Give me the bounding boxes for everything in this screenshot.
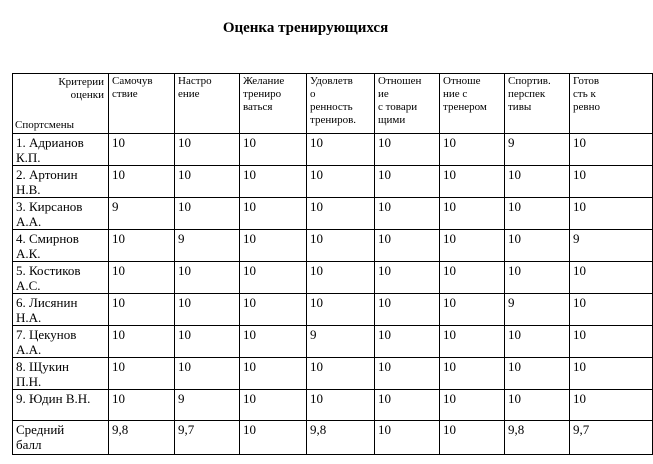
score-cell: 10 <box>505 390 570 421</box>
score-cell: 10 <box>175 358 240 390</box>
score-cell: 10 <box>440 390 505 421</box>
score-cell: 10 <box>570 262 653 294</box>
score-cell: 10 <box>375 421 440 455</box>
criterion-header: Готов сть к ревно <box>570 74 653 134</box>
score-cell: 10 <box>240 166 307 198</box>
score-cell: 10 <box>375 262 440 294</box>
athlete-name-cell: 9. Юдин В.Н. <box>13 390 109 421</box>
score-cell: 10 <box>505 166 570 198</box>
score-cell: 10 <box>505 262 570 294</box>
score-cell: 10 <box>175 294 240 326</box>
score-cell: 9 <box>505 134 570 166</box>
score-cell: 10 <box>505 326 570 358</box>
score-cell: 9 <box>175 230 240 262</box>
score-cell: 9,8 <box>109 421 175 455</box>
score-cell: 10 <box>440 134 505 166</box>
page-title: Оценка тренирующихся <box>222 20 389 36</box>
athlete-name-cell: Средний балл <box>13 421 109 455</box>
score-cell: 9 <box>109 198 175 230</box>
table-row <box>13 390 653 421</box>
score-cell: 10 <box>307 198 375 230</box>
table-row <box>13 198 653 230</box>
score-cell: 10 <box>175 166 240 198</box>
header-row <box>13 74 653 134</box>
score-cell: 10 <box>375 294 440 326</box>
scores-table-container <box>12 73 611 452</box>
score-cell: 10 <box>307 262 375 294</box>
score-cell: 9 <box>175 390 240 421</box>
criterion-header: Удовлетв о ренность трениров. <box>307 74 375 134</box>
score-cell: 10 <box>175 326 240 358</box>
score-cell: 9 <box>505 294 570 326</box>
score-cell: 10 <box>570 294 653 326</box>
score-cell: 10 <box>375 134 440 166</box>
score-cell: 9,8 <box>307 421 375 455</box>
table-row <box>13 326 653 358</box>
score-cell: 10 <box>240 326 307 358</box>
athlete-name-cell: 1. Адрианов К.П. <box>13 134 109 166</box>
criterion-header: Желание трениро ваться <box>240 74 307 134</box>
score-cell: 10 <box>570 166 653 198</box>
score-cell: 10 <box>240 358 307 390</box>
score-cell: 10 <box>307 230 375 262</box>
athlete-name-cell: 3. Кирсанов А.А. <box>13 198 109 230</box>
score-cell: 10 <box>175 134 240 166</box>
score-cell: 10 <box>375 166 440 198</box>
athlete-name-cell: 2. Артонин Н.В. <box>13 166 109 198</box>
score-cell: 10 <box>375 358 440 390</box>
athlete-name-cell: 4. Смирнов А.К. <box>13 230 109 262</box>
score-cell: 10 <box>570 358 653 390</box>
score-cell: 10 <box>440 294 505 326</box>
score-cell: 10 <box>109 390 175 421</box>
criterion-header: Настро ение <box>175 74 240 134</box>
athlete-name-cell: 6. Лисянин Н.А. <box>13 294 109 326</box>
score-cell: 10 <box>109 358 175 390</box>
score-cell: 10 <box>109 326 175 358</box>
score-cell: 9 <box>307 326 375 358</box>
score-cell: 10 <box>307 294 375 326</box>
criterion-header: Отношен ие с товари щими <box>375 74 440 134</box>
score-cell: 9 <box>570 230 653 262</box>
score-cell: 10 <box>240 134 307 166</box>
score-cell: 10 <box>109 166 175 198</box>
table-row <box>13 262 653 294</box>
criterion-header: Спортив. перспек тивы <box>505 74 570 134</box>
score-cell: 10 <box>570 326 653 358</box>
score-cell: 10 <box>505 230 570 262</box>
athletes-label: Спортсмены <box>15 119 75 131</box>
score-cell: 10 <box>109 294 175 326</box>
score-cell: 10 <box>440 421 505 455</box>
score-cell: 10 <box>375 390 440 421</box>
score-cell: 10 <box>570 134 653 166</box>
corner-cell <box>13 74 109 134</box>
criterion-header: Самочув ствие <box>109 74 175 134</box>
table-row <box>13 166 653 198</box>
athlete-name-cell: 8. Щукин П.Н. <box>13 358 109 390</box>
score-cell: 10 <box>440 358 505 390</box>
score-cell: 10 <box>505 358 570 390</box>
score-cell: 10 <box>307 358 375 390</box>
table-row <box>13 134 653 166</box>
score-cell: 10 <box>109 230 175 262</box>
criteria-label: Критерии оценки <box>58 76 104 101</box>
scores-table <box>12 73 653 455</box>
score-cell: 10 <box>240 230 307 262</box>
score-cell: 10 <box>175 198 240 230</box>
table-row <box>13 294 653 326</box>
score-cell: 10 <box>240 421 307 455</box>
score-cell: 10 <box>109 134 175 166</box>
score-cell: 10 <box>240 198 307 230</box>
score-cell: 10 <box>307 134 375 166</box>
score-cell: 10 <box>440 230 505 262</box>
athlete-name-cell: 7. Цекунов А.А. <box>13 326 109 358</box>
score-cell: 10 <box>375 326 440 358</box>
score-cell: 10 <box>440 166 505 198</box>
score-cell: 9,8 <box>505 421 570 455</box>
score-cell: 10 <box>109 262 175 294</box>
score-cell: 10 <box>440 326 505 358</box>
table-row <box>13 230 653 262</box>
score-cell: 9,7 <box>570 421 653 455</box>
score-cell: 10 <box>440 262 505 294</box>
score-cell: 9,7 <box>175 421 240 455</box>
average-row <box>13 421 653 455</box>
score-cell: 10 <box>570 198 653 230</box>
score-cell: 10 <box>505 198 570 230</box>
athlete-name-cell: 5. Костиков А.С. <box>13 262 109 294</box>
score-cell: 10 <box>375 198 440 230</box>
score-cell: 10 <box>440 198 505 230</box>
criterion-header: Отноше ние с тренером <box>440 74 505 134</box>
score-cell: 10 <box>570 390 653 421</box>
table-row <box>13 358 653 390</box>
score-cell: 10 <box>307 390 375 421</box>
score-cell: 10 <box>307 166 375 198</box>
score-cell: 10 <box>240 262 307 294</box>
score-cell: 10 <box>240 390 307 421</box>
score-cell: 10 <box>240 294 307 326</box>
score-cell: 10 <box>375 230 440 262</box>
score-cell: 10 <box>175 262 240 294</box>
